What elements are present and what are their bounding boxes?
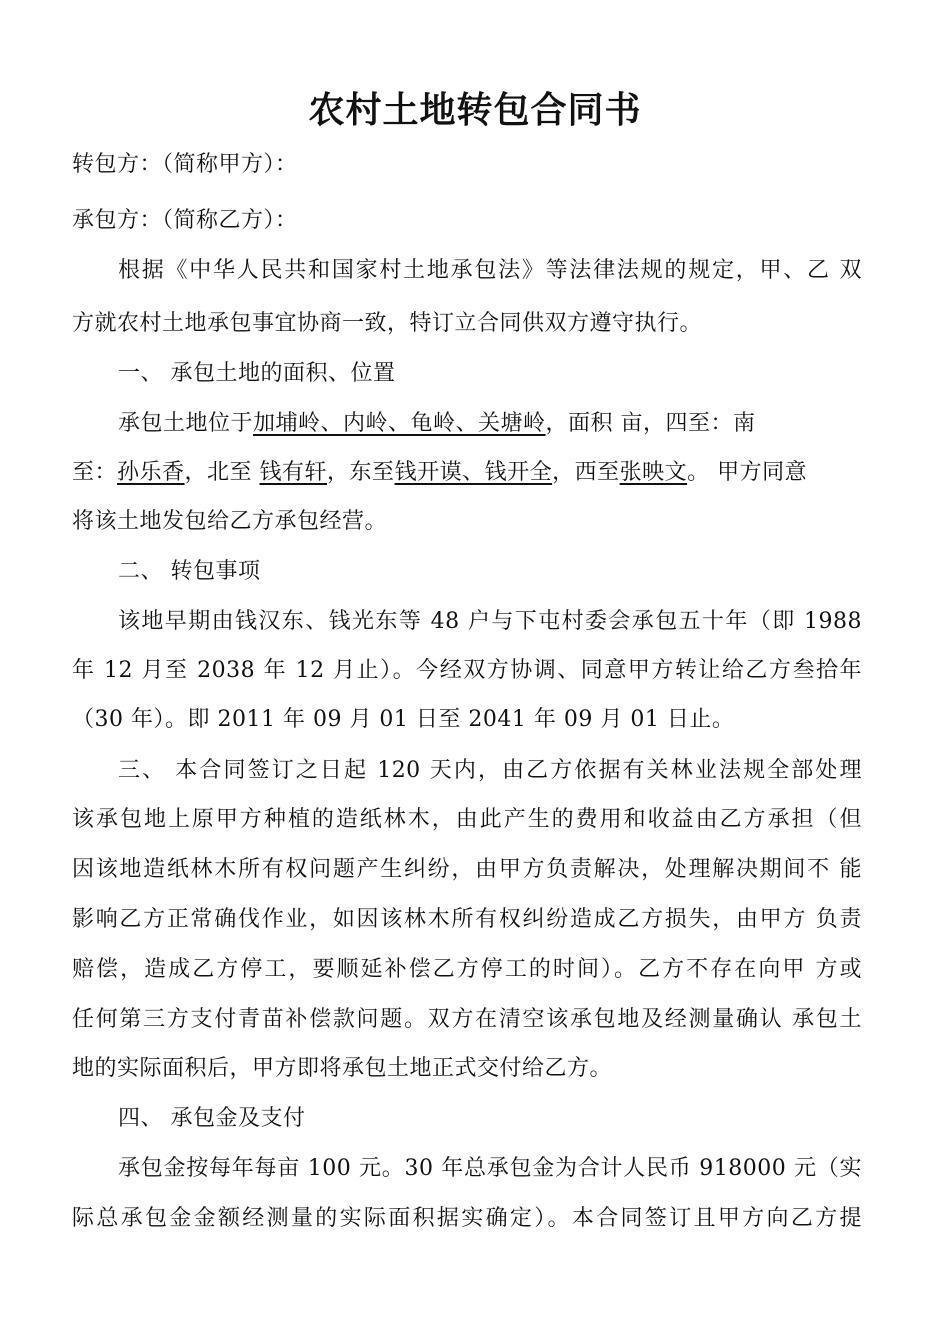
east-boundary: 钱开谟、钱开全 — [394, 460, 553, 485]
west-boundary: 张映文 — [619, 460, 688, 485]
section-2-line-2: 年 12 月至 2038 年 12 月止）。今经双方协调、同意甲方转让给乙方叁拾年 — [72, 658, 862, 683]
north-boundary: 钱有轩 — [259, 460, 328, 485]
section-4-heading: 四、 承包金及支付 — [118, 1106, 306, 1131]
land-area-text: ，面积 亩，四至：南 — [545, 411, 756, 436]
document-title: 农村土地转包合同书 — [308, 90, 642, 131]
section-2-line-3: （30 年）。即 2011 年 09 月 01 日至 2041 年 09 月 01 日止。 — [72, 707, 735, 732]
agreement-text: 。 甲方同意 — [687, 460, 808, 485]
section-1-line-3: 将该土地发包给乙方承包经营。 — [72, 509, 388, 534]
section-2-line-1: 该地早期由钱汉东、钱光东等 48 户与下屯村委会承包五十年（即 1988 — [118, 609, 862, 634]
land-location: 加埔岭、内岭、龟岭、关塘岭 — [253, 411, 546, 436]
east-label: ，东至 — [327, 460, 395, 485]
land-location-prefix: 承包土地位于 — [118, 411, 254, 436]
south-boundary: 孙乐香 — [117, 460, 185, 485]
party-b-line: 承包方：（简称乙方）： — [72, 208, 298, 233]
section-4-line-1: 承包金按每年每亩 100 元。30 年总承包金为合计人民币 918000 元（实 — [118, 1156, 862, 1181]
section-2-heading: 二、 转包事项 — [118, 559, 261, 584]
section-3-line-6: 任何第三方支付青苗补偿款问题。双方在清空该承包地及经测量确认 承包土 — [72, 1007, 862, 1032]
section-3-line-3: 因该地造纸林木所有权问题产生纠纷，由甲方负责解决，处理解决期间不 能 — [72, 857, 862, 882]
section-3-line-7: 地的实际面积后，甲方即将承包土地正式交付给乙方。 — [72, 1056, 613, 1081]
preamble-line-2: 方就农村土地承包事宜协商一致，特订立合同供双方遵守执行。 — [72, 311, 703, 336]
preamble-line-1: 根据《中华人民共和国家村土地承包法》等法律法规的规定，甲、乙 双 — [118, 258, 862, 283]
section-4-line-2: 际总承包金金额经测量的实际面积据实确定）。本合同签订且甲方向乙方提 — [72, 1206, 862, 1231]
section-1-line-2 — [72, 458, 862, 488]
west-label: ，西至 — [552, 460, 620, 485]
section-1-heading: 一、 承包土地的面积、位置 — [118, 361, 396, 386]
section-3-line-5: 赔偿，造成乙方停工，要顺延补偿乙方停工的时间）。乙方不存在向甲 方或 — [72, 957, 862, 982]
section-1-line-1 — [118, 409, 862, 439]
section-3-line-4: 影响乙方正常确伐作业，如因该林木所有权纠纷造成乙方损失，由甲方 负责 — [72, 907, 862, 932]
north-label: ，北至 — [184, 460, 260, 485]
section-3-line-1: 三、 本合同签订之日起 120 天内，由乙方依据有关林业法规全部处理 — [118, 758, 862, 783]
south-label: 至： — [72, 460, 118, 485]
section-3-line-2: 该承包地上原甲方种植的造纸林木，由此产生的费用和收益由乙方承担（但 — [72, 807, 862, 832]
party-a-line: 转包方：（简称甲方）： — [72, 152, 298, 177]
